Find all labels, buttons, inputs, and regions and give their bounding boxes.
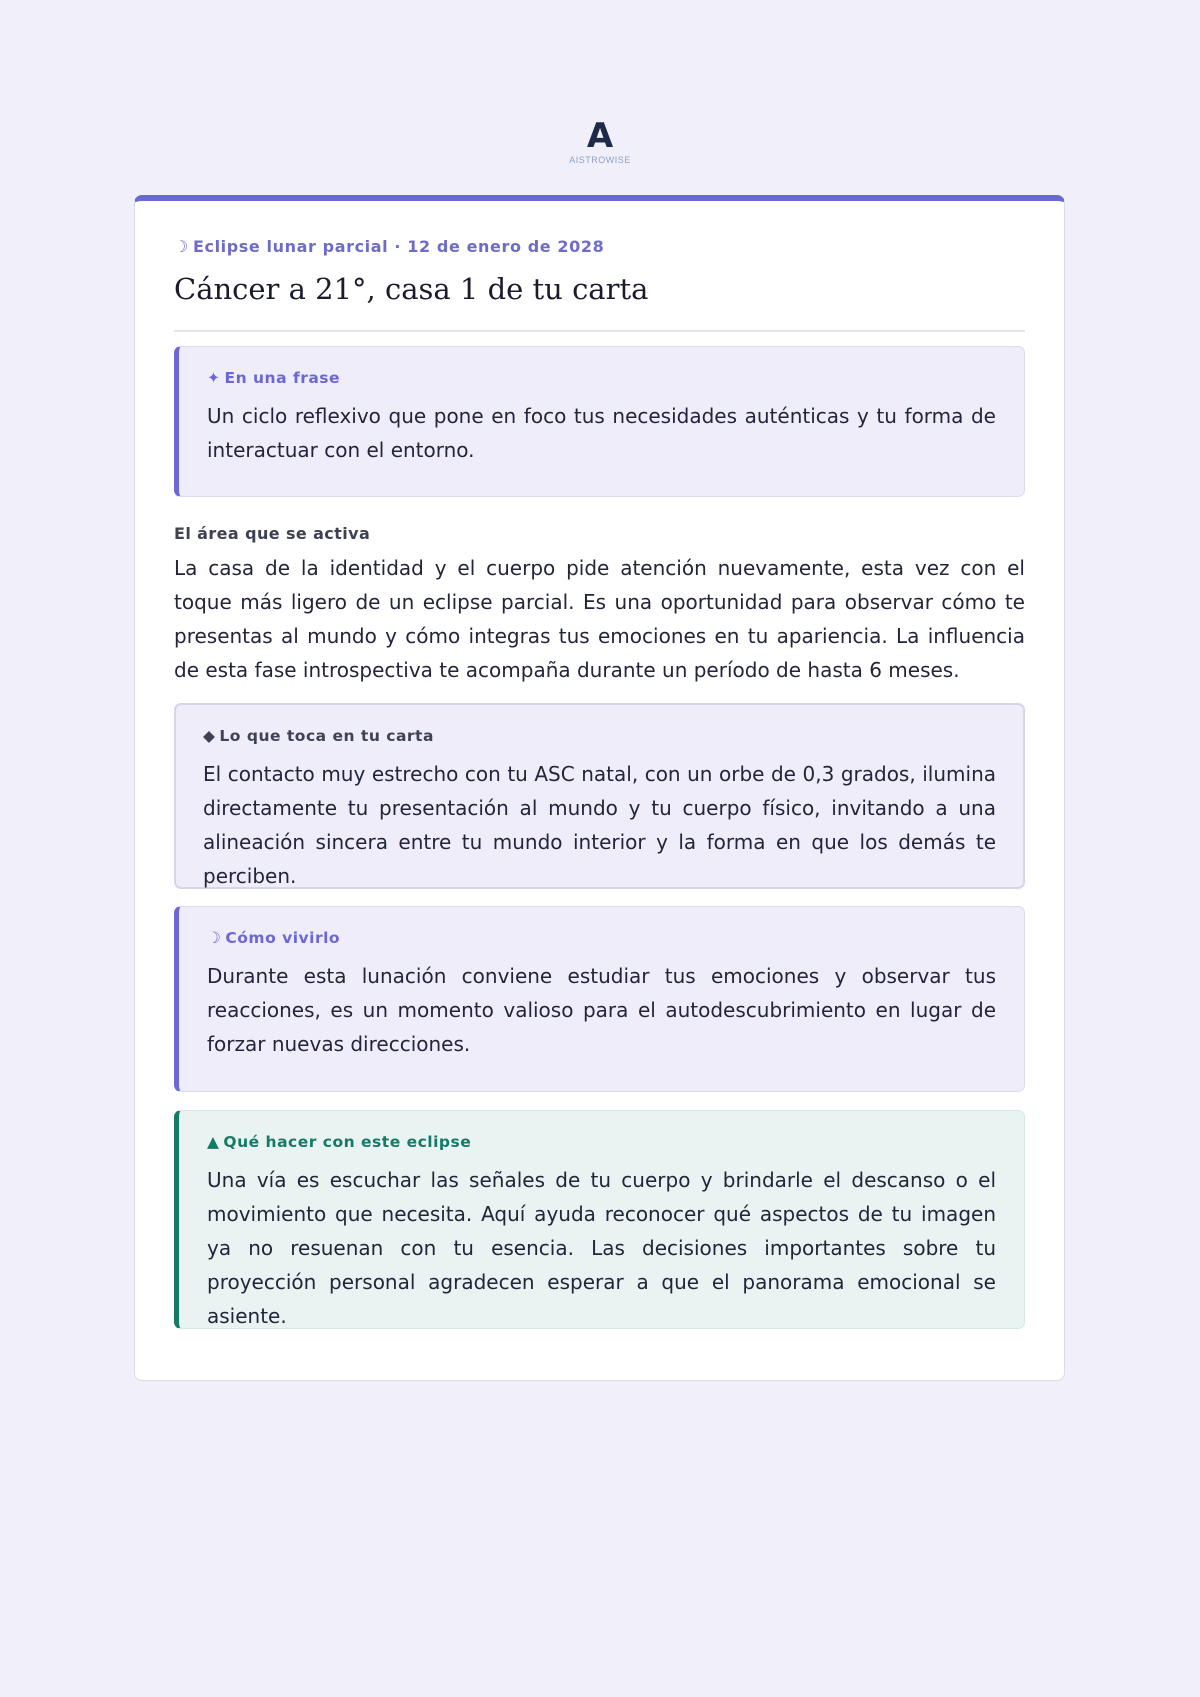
moon-icon: ☽ (174, 237, 189, 256)
triangle-icon: ▲ (207, 1133, 220, 1151)
summary-box (174, 346, 1025, 497)
how-to-live-text: Durante esta lunación conviene estudiar tus emociones y observar tus reacciones, es un momento valioso para el autodescubrimiento en lugar de forzar nuevas direcciones. (207, 964, 996, 1056)
logo-mark: A (586, 116, 614, 156)
chart-contact-label (203, 727, 996, 745)
area-label: El área que se activa (174, 524, 371, 543)
how-to-live-label (207, 929, 996, 947)
sparkle-icon: ✦ (207, 369, 221, 387)
action-text: Una vía es escuchar las señales de tu cuerpo y brindarle el descanso o el movimiento que necesita. Aquí ayuda reconocer qué aspectos de tu imagen ya no resuenan con tu esencia. Las decisiones importantes sobre tu proyección personal agradecen esperar a que el panorama emocional se asiente. (207, 1168, 996, 1328)
how-to-live-label-text: Cómo vivirlo (225, 929, 341, 947)
eclipse-card (134, 195, 1065, 1381)
diamond-icon: ◆ (203, 727, 216, 745)
title-divider (174, 330, 1025, 332)
how-to-live-box (174, 906, 1025, 1092)
brand-logo (0, 118, 1200, 165)
summary-label-text: En una frase (224, 369, 341, 387)
action-label-text: Qué hacer con este eclipse (223, 1133, 472, 1151)
action-label (207, 1133, 996, 1151)
chart-contact-label-text: Lo que toca en tu carta (219, 727, 434, 745)
summary-text: Un ciclo reflexivo que pone en foco tus necesidades auténticas y tu forma de interactuar con el entorno. (207, 404, 996, 462)
eclipse-eyebrow-text: Eclipse lunar parcial · 12 de enero de 2028 (192, 237, 605, 256)
page-title: Cáncer a 21°, casa 1 de tu carta (174, 272, 649, 306)
summary-label (207, 369, 996, 387)
chart-contact-box (174, 703, 1025, 889)
logo-wordmark: AISTROWISE (569, 155, 631, 165)
moon-icon: ☽ (207, 929, 222, 947)
action-box (174, 1110, 1025, 1329)
area-text: La casa de la identidad y el cuerpo pide atención nuevamente, esta vez con el toque más ligero de un eclipse parcial. Es una oportunidad para observar cómo te presentas al mundo y cómo integras tus emociones en tu apariencia. La influencia de esta fase introspectiva te acompaña durante un período de hasta 6 meses. (174, 556, 1025, 682)
eclipse-eyebrow (174, 237, 604, 256)
chart-contact-text: El contacto muy estrecho con tu ASC natal, con un orbe de 0,3 grados, ilumina directamente tu presentación al mundo y tu cuerpo físico, invitando a una alineación sincera entre tu mundo interior y la forma en que los demás te perciben. (203, 762, 996, 888)
